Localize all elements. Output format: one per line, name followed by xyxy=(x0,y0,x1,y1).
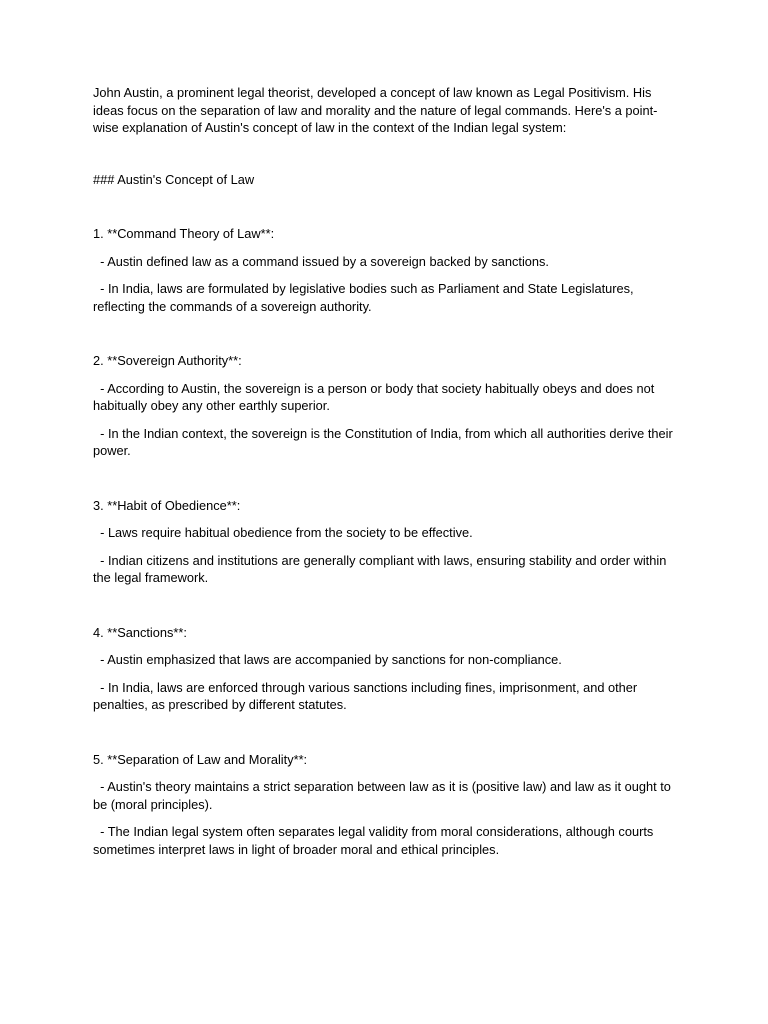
bullet-point: - Austin's theory maintains a strict separation between law as it is (positive law) and law as it ought to be (moral principles). xyxy=(93,779,675,812)
bullet-point: - In the Indian context, the sovereign is the Constitution of India, from which all authorities derive their power. xyxy=(93,425,677,458)
section-title: 1. **Command Theory of Law**: xyxy=(93,226,275,241)
section-5 xyxy=(93,751,675,859)
bullet-point: - Laws require habitual obedience from the society to be effective. xyxy=(93,525,473,540)
intro-paragraph: John Austin, a prominent legal theorist, developed a concept of law known as Legal Positivism. His ideas focus on the separation of law and morality and the nature of legal commands. Here's a point-wise explanation of Austin's concept of law in the context of the Indian legal system: xyxy=(93,85,658,135)
bullet-point: - The Indian legal system often separates legal validity from moral considerations, although courts sometimes interpret laws in light of broader moral and ethical principles. xyxy=(93,824,657,857)
document-body xyxy=(93,84,675,858)
bullet-point: - In India, laws are enforced through various sanctions including fines, imprisonment, and other penalties, as prescribed by different statutes. xyxy=(93,679,641,712)
bullet-point: - Indian citizens and institutions are generally compliant with laws, ensuring stability and order within the legal framework. xyxy=(93,552,670,585)
section-title: 2. **Sovereign Authority**: xyxy=(93,353,242,368)
bullet-point: - In India, laws are formulated by legislative bodies such as Parliament and State Legislatures, reflecting the commands of a sovereign authority. xyxy=(93,281,638,314)
section-heading: ### Austin's Concept of Law xyxy=(93,171,255,187)
bullet-point: - Austin defined law as a command issued by a sovereign backed by sanctions. xyxy=(93,253,549,269)
section-title: 4. **Sanctions**: xyxy=(93,624,187,640)
section-title: 5. **Separation of Law and Morality**: xyxy=(93,751,308,767)
section-2 xyxy=(93,352,675,460)
section-title: 3. **Habit of Obedience**: xyxy=(93,497,241,513)
bullet-point: - Austin emphasized that laws are accompanied by sanctions for non-compliance. xyxy=(93,652,562,667)
bullet-point: - According to Austin, the sovereign is a person or body that society habitually obeys and does not habitually obey any other earthly superior. xyxy=(93,380,658,413)
section-1 xyxy=(93,225,675,315)
section-3 xyxy=(93,497,675,587)
section-4 xyxy=(93,624,675,714)
